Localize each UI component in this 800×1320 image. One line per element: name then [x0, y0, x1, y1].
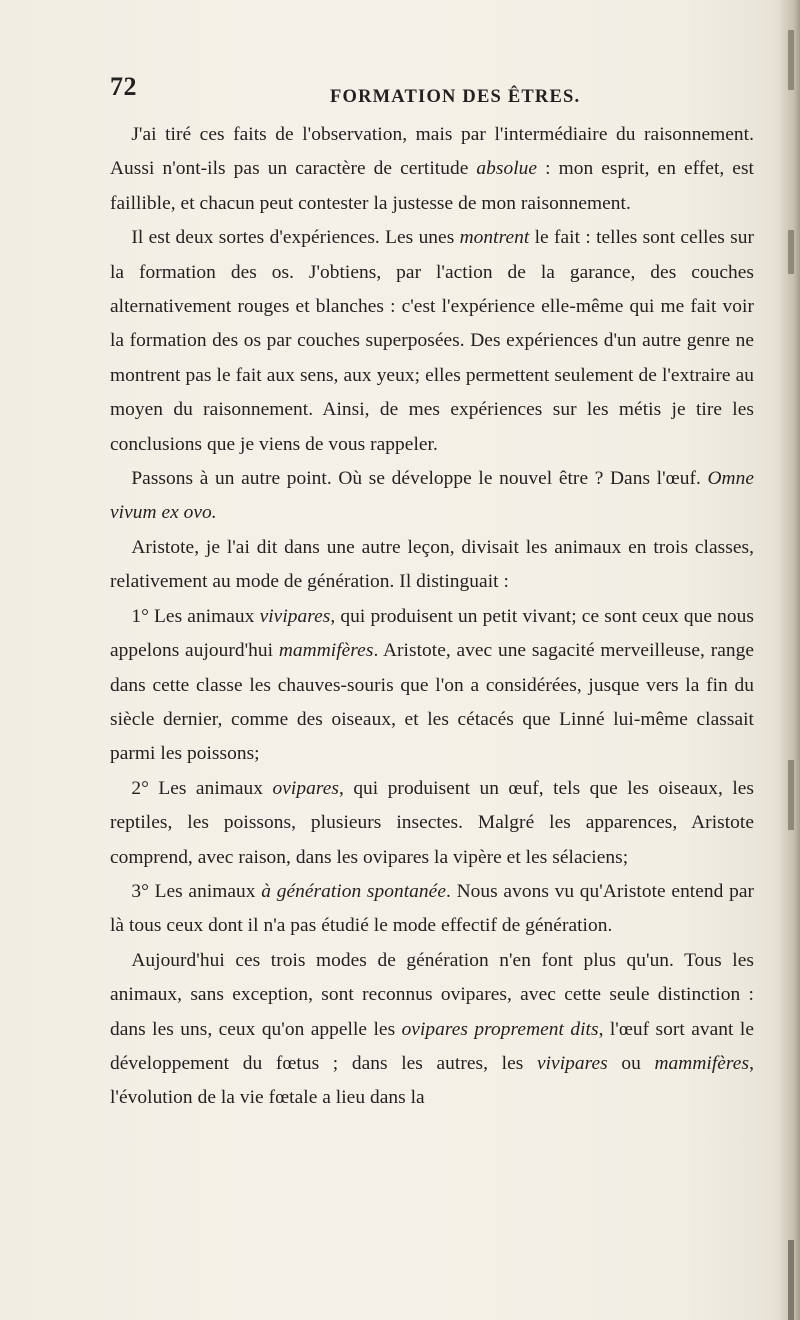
text-run: Passons à un autre point. Où se développe le nouvel être ? Dans l'œuf. [131, 468, 708, 490]
paragraph [110, 118, 754, 221]
binding-mark [788, 30, 794, 90]
text-run: , qui produisent un petit vivant; ce sont ceux que nous appelons aujourd'hui [110, 605, 754, 662]
text-run: Il est deux sortes d'expériences. Les unes [131, 227, 460, 249]
body-text [110, 118, 754, 1116]
italic-text: montrent [459, 227, 530, 249]
paragraph [110, 600, 754, 772]
italic-text: ovipares [272, 777, 339, 799]
italic-text: vivipares [259, 605, 331, 627]
paragraph [110, 531, 754, 600]
paragraph [110, 875, 754, 944]
text-run: 2° Les animaux [131, 777, 273, 799]
paragraph [110, 221, 754, 462]
text-run: Aristote, je l'ai dit dans une autre leçon, divisait les animaux en trois classes, relativement au mode de génération. Il distinguait : [110, 536, 754, 593]
italic-text: ovipares proprement dits [401, 1018, 599, 1040]
paragraph [110, 944, 754, 1116]
italic-text: mammifères [654, 1052, 750, 1074]
text-run: : mon esprit, en effet, est faillible, et chacun peut contester la justesse de mon raisonnement. [110, 158, 754, 214]
text-run: J'ai tiré ces faits de l'observation, mais par l'intermédiaire du raisonnement. Aussi n'ont-ils pas un caractère de certitude [110, 124, 754, 180]
paragraph [110, 462, 754, 531]
text-run: . Nous avons vu qu'Aristote entend par là tous ceux dont il n'a pas étudié le mode effectif de génération. [110, 880, 755, 937]
text-run: . Aristote, avec une sagacité merveilleuse, range dans cette classe les chauves-souris que l'on a considérées, jusque vers la fin du siècle dernier, comme des oiseaux, et les cétacés que Linné lui-même classait parmi les poissons; [110, 640, 754, 765]
text-run: le fait : telles sont celles sur la formation des os. J'obtiens, par l'action de la garance, des couches alternativement rouges et blanches : c'est l'expérience elle-même qui me fait voir la formation des os par couches superposées. Des expériences d'un autre genre ne montrent pas le fait aux sens, aux yeux; elles permettent seulement de l'extraire au moyen du raisonnement. Ainsi, de mes expériences sur les métis je tire les conclusions que je viens de vous rappeler. [110, 227, 754, 455]
italic-text: à génération spontanée [261, 880, 446, 902]
italic-text: Omne vivum ex ovo. [110, 468, 754, 524]
binding-mark [788, 1240, 794, 1320]
paragraph [110, 772, 754, 875]
binding-mark [788, 760, 794, 830]
binding-mark [788, 230, 794, 274]
text-run: , l'œuf sort avant le développement du fœtus ; dans les autres, les [110, 1018, 754, 1074]
text-run: , qui produisent un œuf, tels que les oiseaux, les reptiles, les poissons, plusieurs insectes. Malgré les apparences, Aristote comprend, avec raison, dans les ovipares la vipère et les sélaciens; [110, 777, 755, 868]
running-title: FORMATION DES ÊTRES. [330, 87, 581, 107]
text-run: 1° Les animaux [131, 605, 260, 627]
text-run: Aujourd'hui ces trois modes de génération n'en font plus qu'un. Tous les animaux, sans exception, sont reconnus ovipares, avec cette seule distinction : dans les uns, ceux qu'on appelle les [110, 949, 754, 1040]
italic-text: vivipares [536, 1052, 608, 1074]
text-run: 3° Les animaux [131, 880, 262, 902]
text-run: , l'évolution de la vie fœtale a lieu dans la [110, 1052, 754, 1109]
page-number: 72 [110, 72, 137, 101]
page-edge-shadow [778, 0, 800, 1320]
italic-text: mammifères [278, 640, 374, 662]
italic-text: absolue [476, 158, 538, 180]
text-run: ou [607, 1052, 655, 1074]
